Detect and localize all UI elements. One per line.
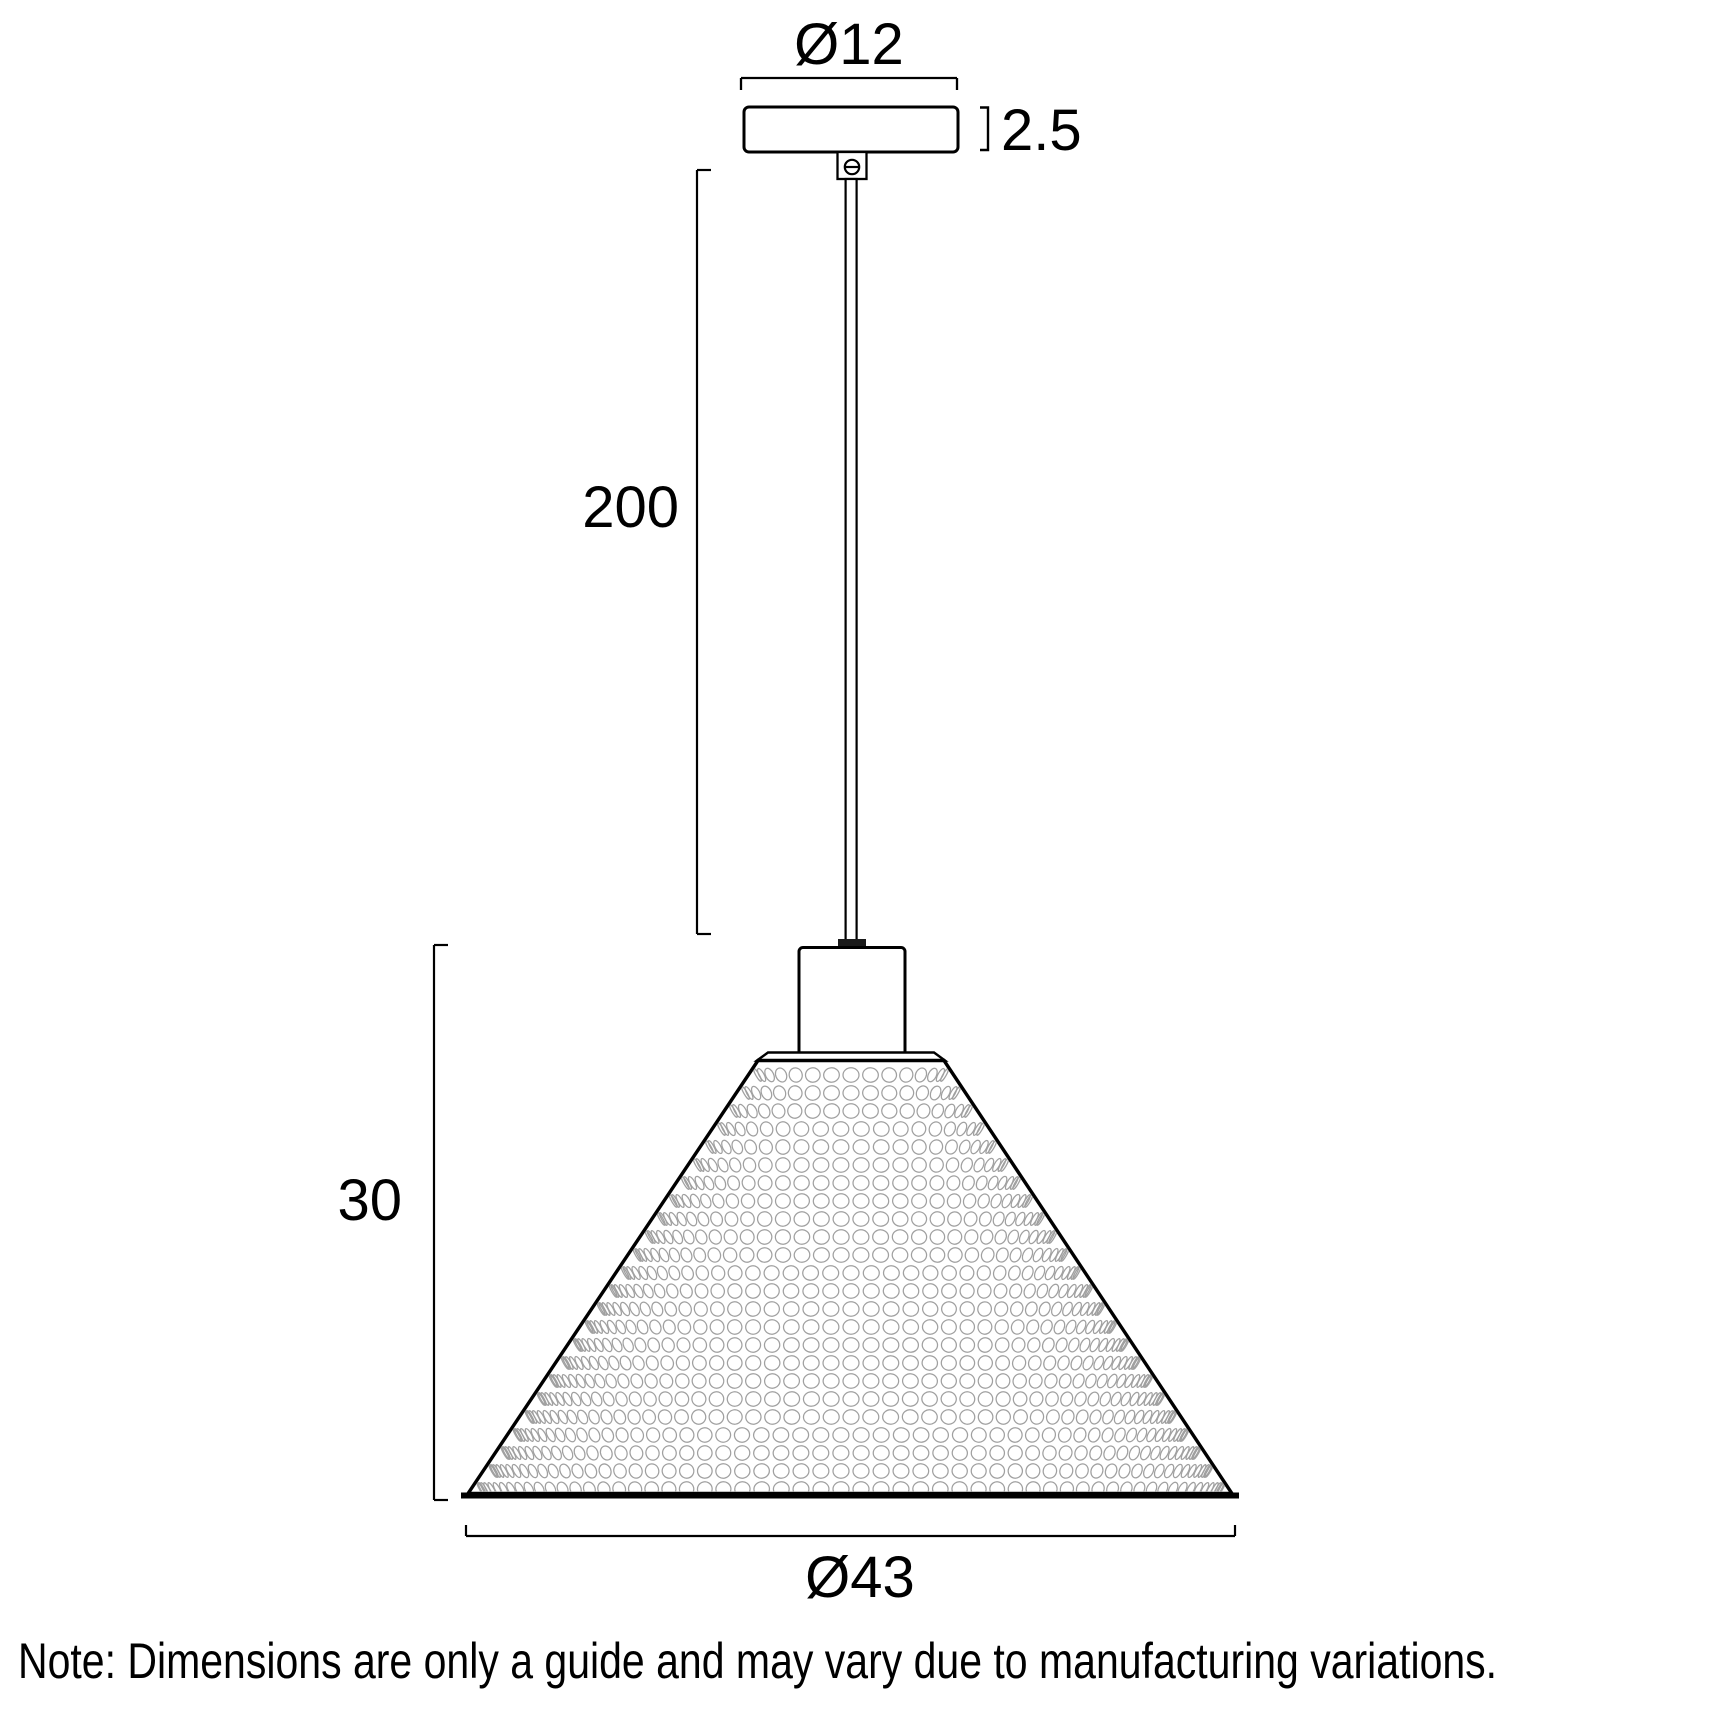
dim-canopy-diameter-label: Ø12 (794, 12, 904, 77)
dim-canopy-height-label: 2.5 (1001, 98, 1082, 163)
dim-canopy-diameter (741, 78, 957, 90)
dim-rod-length-label: 200 (582, 475, 679, 540)
note-text: Note: Dimensions are only a guide and may vary due to manufacturing variations. (18, 1633, 1498, 1689)
dim-rod-length (697, 170, 711, 934)
dim-shade-diameter (466, 1525, 1235, 1536)
suspension-rod (846, 179, 857, 941)
lamp-holder (799, 948, 905, 1056)
dim-canopy-height-bracket (980, 108, 988, 151)
ceiling-canopy (744, 107, 958, 152)
dim-shade-diameter-label: Ø43 (805, 1545, 915, 1610)
cord-grip (838, 152, 867, 179)
dim-shade-height (434, 945, 448, 1500)
dim-shade-height-label: 30 (337, 1168, 402, 1233)
